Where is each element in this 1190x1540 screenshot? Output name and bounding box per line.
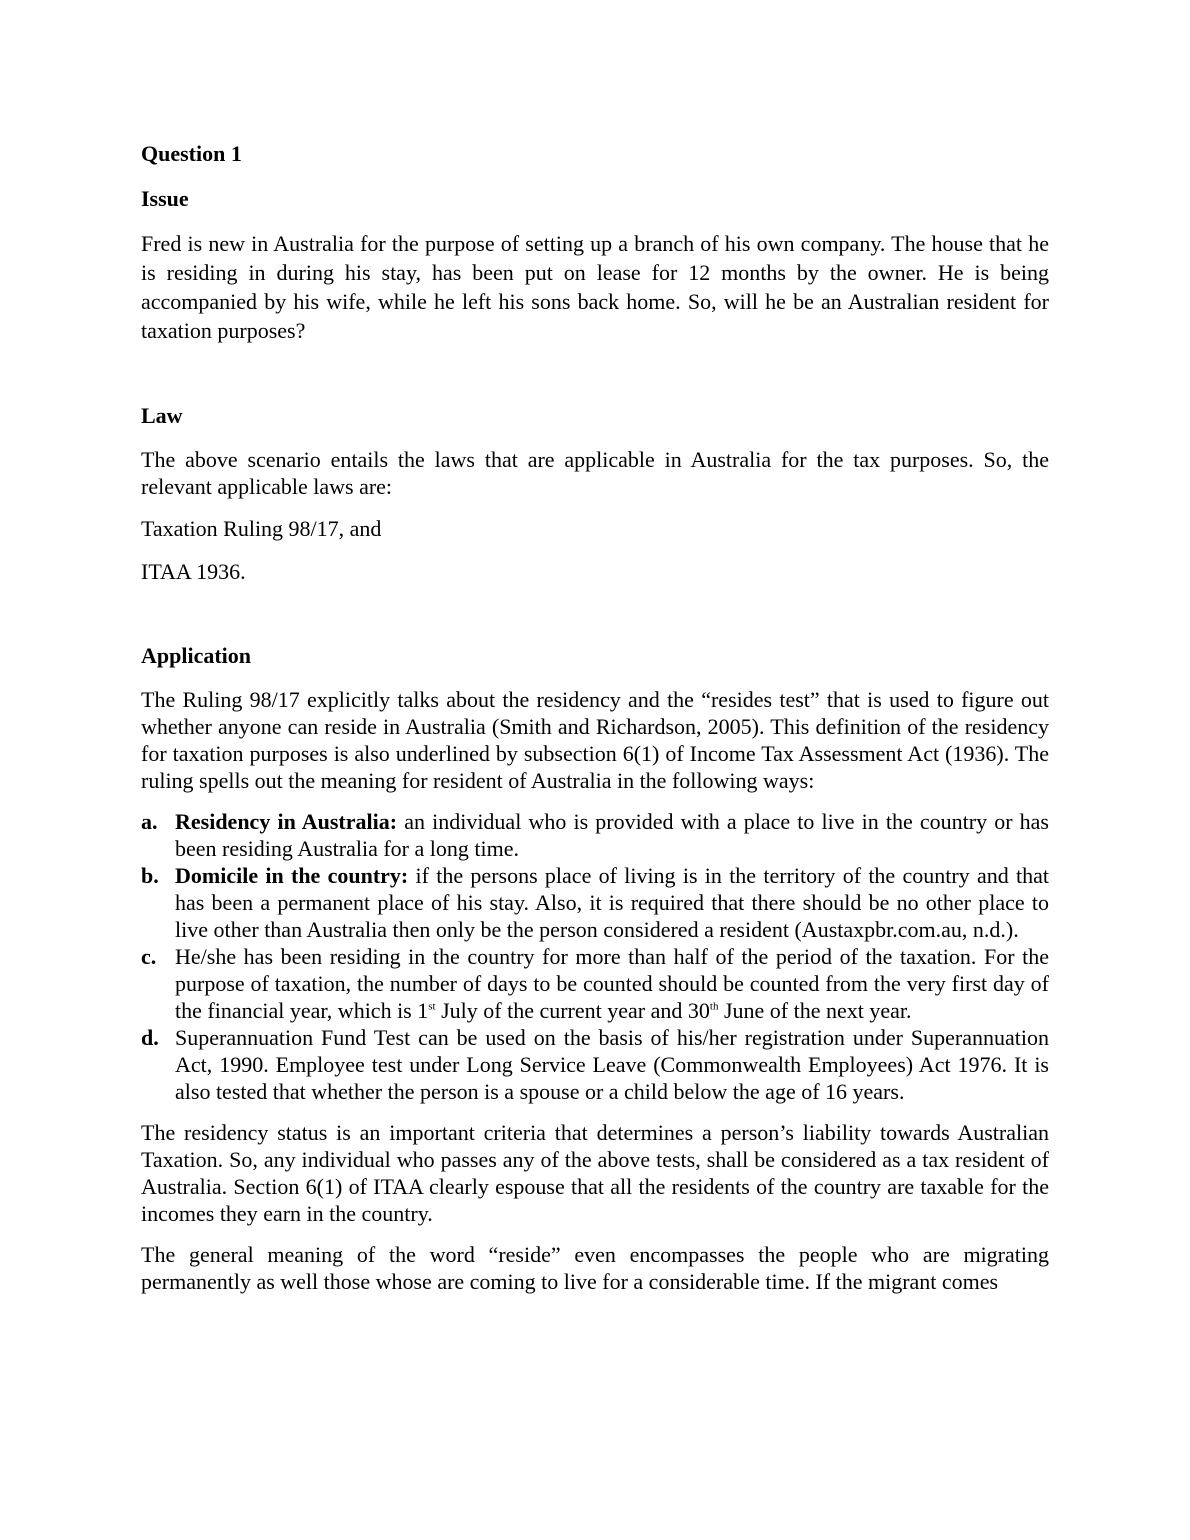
application-paragraph-reside-meaning: The general meaning of the word “reside” even encompasses the people who are migrating permanently as well those whose are coming to live for a considerable time. If the migrant comes bbox=[141, 1242, 1049, 1294]
list-marker: d. bbox=[141, 1025, 159, 1050]
law-heading: Law bbox=[141, 403, 183, 428]
superscript-ordinal: th bbox=[709, 1000, 719, 1013]
list-item-lead: Residency in Australia: bbox=[175, 809, 398, 834]
list-item-text: June of the next year. bbox=[718, 998, 912, 1023]
list-item-text: an individual who is provided with a place to live in the country or has been residing Australia for a long time. bbox=[175, 809, 1049, 861]
spacer bbox=[141, 600, 1049, 641]
list-item-text: July of the current year and 30 bbox=[435, 998, 710, 1023]
list-item-text: Superannuation Fund Test can be used on the basis of his/her registration under Superannuation Act, 1990. Employee test under Long Service Leave (Commonwealth Employees) Act 1976. It is also tested that whether the person is a spouse or a child below the age of 16 years. bbox=[175, 1025, 1049, 1104]
document-page bbox=[141, 139, 1049, 1309]
list-marker: b. bbox=[141, 863, 159, 888]
list-item bbox=[141, 1024, 1049, 1105]
application-heading: Application bbox=[141, 643, 252, 668]
law-intro-paragraph: The above scenario entails the laws that are applicable in Australia for the tax purposes. So, the relevant applicable laws are: bbox=[141, 447, 1049, 499]
list-item bbox=[141, 862, 1049, 943]
application-intro-paragraph: The Ruling 98/17 explicitly talks about the residency and the “resides test” that is used to figure out whether anyone can reside in Australia (Smith and Richardson, 2005). This definition of the residency for taxation purposes is also underlined by subsection 6(1) of Income Tax Assessment Act (1936). The ruling spells out the meaning for resident of Australia in the following ways: bbox=[141, 687, 1049, 793]
list-item-lead: Domicile in the country: bbox=[175, 863, 409, 888]
list-item-text: He/she has been residing in the country for more than half of the period of the taxation. For the purpose of taxation, the number of days to be counted should be counted from the very first day of the financial year, which is 1 bbox=[175, 944, 1049, 1023]
issue-heading: Issue bbox=[141, 186, 189, 211]
question-title: Question 1 bbox=[141, 141, 242, 166]
superscript-ordinal: st bbox=[428, 1000, 436, 1013]
list-marker: a. bbox=[141, 809, 158, 834]
spacer bbox=[141, 359, 1049, 401]
list-item bbox=[141, 808, 1049, 862]
list-item bbox=[141, 943, 1049, 1024]
list-item-text: if the persons place of living is in the territory of the country and that has been a permanent place of his stay. Also, it is required that there should be no other place to live other than Australia then only be the person considered a resident (Austaxpbr.com.au, n.d.). bbox=[175, 863, 1049, 942]
application-paragraph-residency-status: The residency status is an important criteria that determines a person’s liability towards Australian Taxation. So, any individual who passes any of the above tests, shall be considered as a tax resident of Australia. Section 6(1) of ITAA clearly espouse that all the residents of the country are taxable for the incomes they earn in the country. bbox=[141, 1120, 1049, 1226]
law-item-itaa: ITAA 1936. bbox=[141, 559, 246, 584]
law-item-ruling: Taxation Ruling 98/17, and bbox=[141, 516, 382, 541]
list-marker: c. bbox=[141, 944, 157, 969]
residency-tests-list bbox=[141, 808, 1049, 1105]
issue-paragraph: Fred is new in Australia for the purpose of setting up a branch of his own company. The house that he is residing in during his stay, has been put on lease for 12 months by the owner. He is being accompanied by his wife, while he left his sons back home. So, will he be an Australian resident for taxation purposes? bbox=[141, 231, 1049, 343]
